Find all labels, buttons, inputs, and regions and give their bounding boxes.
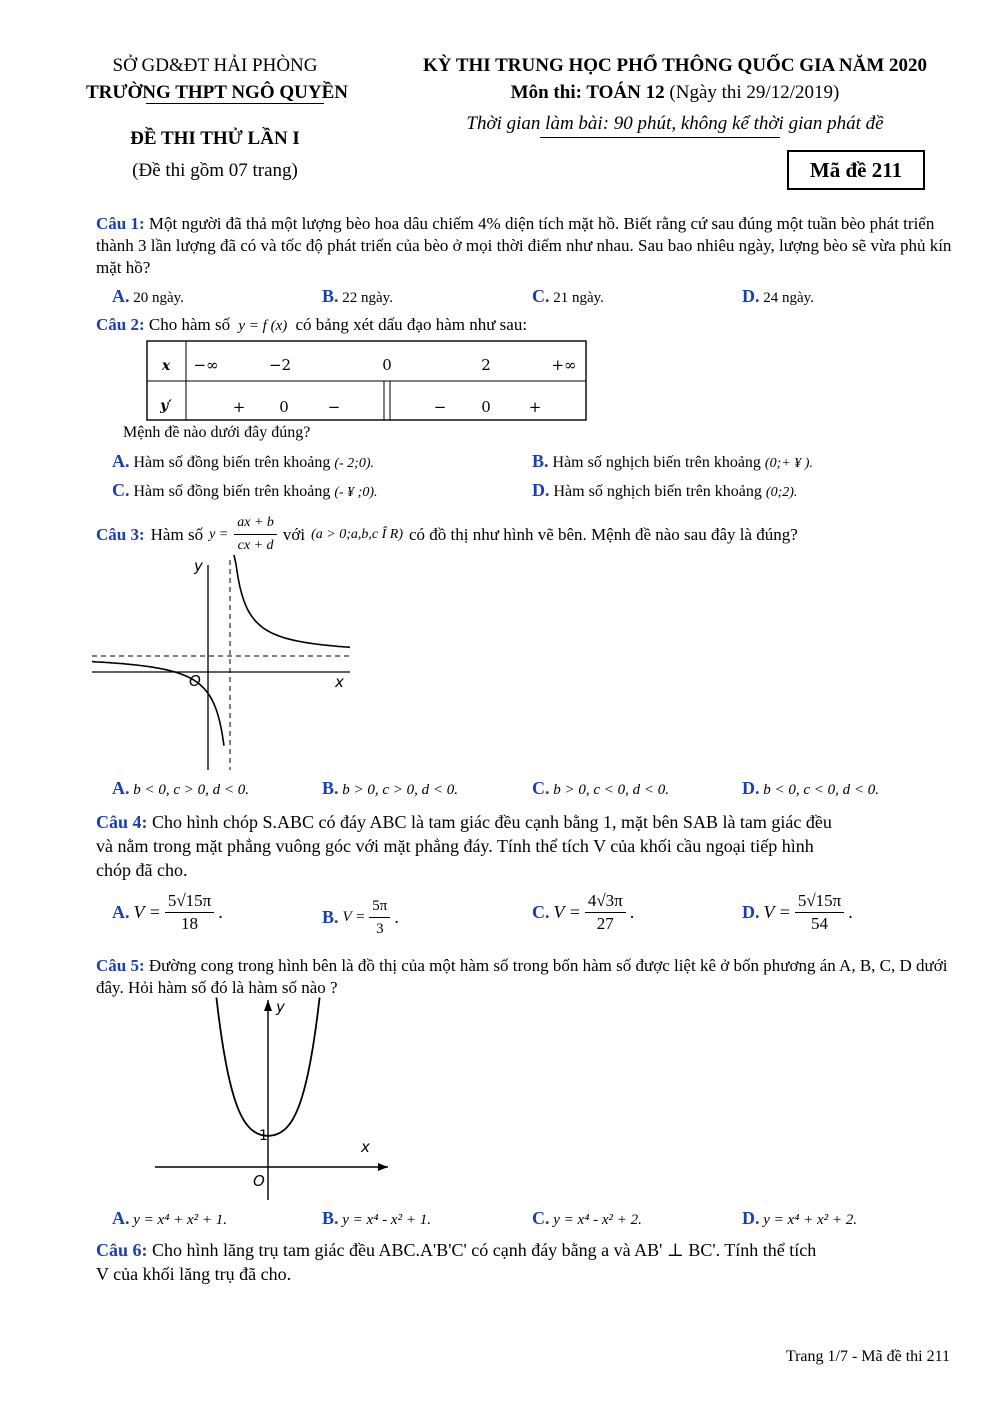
q4-option-b: B. V = $\frac{5\pi}{3}$ . — [322, 895, 399, 940]
question-2-label: Câu 2: — [96, 315, 145, 334]
subject-name: Môn thi: TOÁN 12 — [510, 82, 665, 103]
hyperbola-right-branch — [234, 555, 350, 647]
hyperbola-origin: O — [189, 672, 201, 690]
question-4-label: Câu 4: — [96, 812, 148, 832]
sign-table-x-label: x — [161, 358, 171, 374]
q1-option-b: B. 22 ngày. — [322, 286, 393, 306]
quartic-graph — [150, 995, 390, 1205]
q4-option-c: C. V = $\frac{4√3\pi}{27}$ . — [532, 891, 635, 933]
question-1-label: Câu 1: — [96, 214, 145, 233]
question-1 — [96, 213, 956, 279]
question-2: Câu 2: Cho hàm số y = f (x) có bảng xét dấu đạo hàm như sau: — [96, 315, 528, 334]
question-2-func: y = f (x) — [238, 318, 288, 334]
question-2-prompt: Mệnh đề nào dưới đây đúng? — [123, 424, 311, 441]
q2-option-d: D. Hàm số nghịch biến trên khoảng (0;2). — [532, 480, 798, 500]
q3-option-b: B. b > 0, c > 0, d < 0. — [322, 778, 459, 798]
question-3-label: Câu 3: — [96, 524, 145, 544]
sign-table-y-2: − — [327, 398, 341, 416]
page-count-note: (Đề thi gồm 07 trang) — [132, 160, 298, 181]
header-left-underline — [146, 103, 324, 104]
time-allowed: Thời gian làm bài: 90 phút, không kể thời gian phát đề — [466, 113, 884, 134]
question-6-label: Câu 6: — [96, 1240, 148, 1260]
q5-option-a: A. y = x⁴ + x² + 1. — [112, 1208, 228, 1228]
hyperbola-y-label: y — [194, 557, 203, 575]
q3-option-d: D. b < 0, c < 0, d < 0. — [742, 778, 880, 798]
sign-table — [146, 340, 588, 422]
header-right-underline — [540, 137, 780, 138]
sign-table-x-1: −2 — [268, 356, 292, 374]
hyperbola-left-branch — [92, 662, 224, 746]
question-5: Câu 5: Đường cong trong hình bên là đồ thị của một hàm số trong bốn hàm số được liệt kê ở bốn phương án A, B, C, D dưới đây. Hỏi hàm số đó là hàm số nào ? — [96, 956, 948, 997]
question-3-fraction: $\frac{ax + b}{cx + d}$ — [234, 512, 277, 557]
school-name: TRƯỜNG THPT NGÔ QUYỀN — [86, 82, 348, 103]
q2-option-b: B. Hàm số nghịch biến trên khoảng (0;+ ¥ ). — [532, 451, 813, 471]
hyperbola-graph — [92, 555, 354, 770]
quartic-y-label: y — [276, 998, 285, 1016]
exam-date: (Ngày thi 29/12/2019) — [664, 82, 840, 103]
page-footer: Trang 1/7 - Mã đề thi 211 — [785, 1348, 950, 1365]
q5-option-b: B. y = x⁴ - x² + 1. — [322, 1208, 431, 1228]
sign-table-y-3: − — [433, 398, 447, 416]
q5-option-c: C. y = x⁴ - x² + 2. — [532, 1208, 642, 1228]
quartic-tick-1: 1 — [259, 1128, 268, 1144]
sign-table-x-2: 0 — [382, 356, 392, 374]
q4-option-d: D. V = $\frac{5√15\pi}{54}$ . — [742, 891, 853, 933]
sign-table-y-5: + — [528, 398, 542, 416]
sign-table-y-4: 0 — [481, 398, 491, 416]
q5-option-d: D. y = x⁴ + x² + 2. — [742, 1208, 858, 1228]
q2-option-c: C. Hàm số đồng biến trên khoảng (- ¥ ;0). — [112, 480, 378, 500]
q1-option-d: D. 24 ngày. — [742, 286, 814, 306]
q4-option-a: A. V = $\frac{5√15\pi}{18}$ . — [112, 891, 223, 933]
question-1-text: Một người đã thả một lượng bèo hoa dâu chiếm 4% diện tích mặt hồ. Biết rằng cứ sau đúng một tuần bèo phát triển thành 3 lần lượng đã có và tốc độ phát triển của bèo ở mọi thời điểm như nhau. Sau bao nhiêu ngày, lượng bèo sẽ vừa phủ kín mặt hồ? — [96, 214, 952, 277]
exam-title: KỲ THI TRUNG HỌC PHỔ THÔNG QUỐC GIA NĂM 2020 — [422, 55, 928, 76]
exam-round-title: ĐỀ THI THỬ LẦN I — [130, 128, 300, 149]
subject-line — [390, 82, 960, 104]
sign-table-y-label: y′ — [160, 398, 172, 414]
question-4: Câu 4: Cho hình chóp S.ABC có đáy ABC là tam giác đều cạnh bằng 1, mặt bên SAB là tam giác đều và nằm trong mặt phẳng vuông góc với mặt phẳng đáy. Tính thể tích V của khối cầu ngoại tiếp hình chóp đã cho. — [96, 812, 832, 880]
sign-table-x-4: +∞ — [551, 356, 577, 374]
question-3: Câu 3: Hàm số y = $\frac{ax + b}{cx + d}$ với (a > 0;a,b,c Î R) có đồ thị như hình vẽ bên. Mệnh đề nào sau đây là đúng? — [96, 512, 976, 557]
quartic-x-label: x — [361, 1138, 370, 1156]
school-department: SỞ GD&ĐT HẢI PHÒNG — [112, 55, 318, 76]
question-5-label: Câu 5: — [96, 956, 145, 975]
sign-table-y-1: 0 — [279, 398, 289, 416]
question-6: Câu 6: Cho hình lăng trụ tam giác đều ABC.A'B'C' có cạnh đáy bằng a và AB' ⊥ BC'. Tính thể tích V của khối lăng trụ đã cho. — [96, 1240, 817, 1284]
sign-table-y-0: + — [232, 398, 246, 416]
sign-table-x-0: −∞ — [193, 356, 219, 374]
sign-table-x-3: 2 — [481, 356, 491, 374]
hyperbola-x-label: x — [335, 673, 344, 691]
q3-option-a: A. b < 0, c > 0, d < 0. — [112, 778, 250, 798]
q2-option-a: A. Hàm số đồng biến trên khoảng (- 2;0). — [112, 451, 375, 471]
q1-option-c: C. 21 ngày. — [532, 286, 604, 306]
q1-option-a: A. 20 ngày. — [112, 286, 184, 306]
quartic-origin: O — [253, 1172, 265, 1190]
exam-code-box: Mã đề 211 — [787, 150, 925, 190]
q3-option-c: C. b > 0, c < 0, d < 0. — [532, 778, 670, 798]
